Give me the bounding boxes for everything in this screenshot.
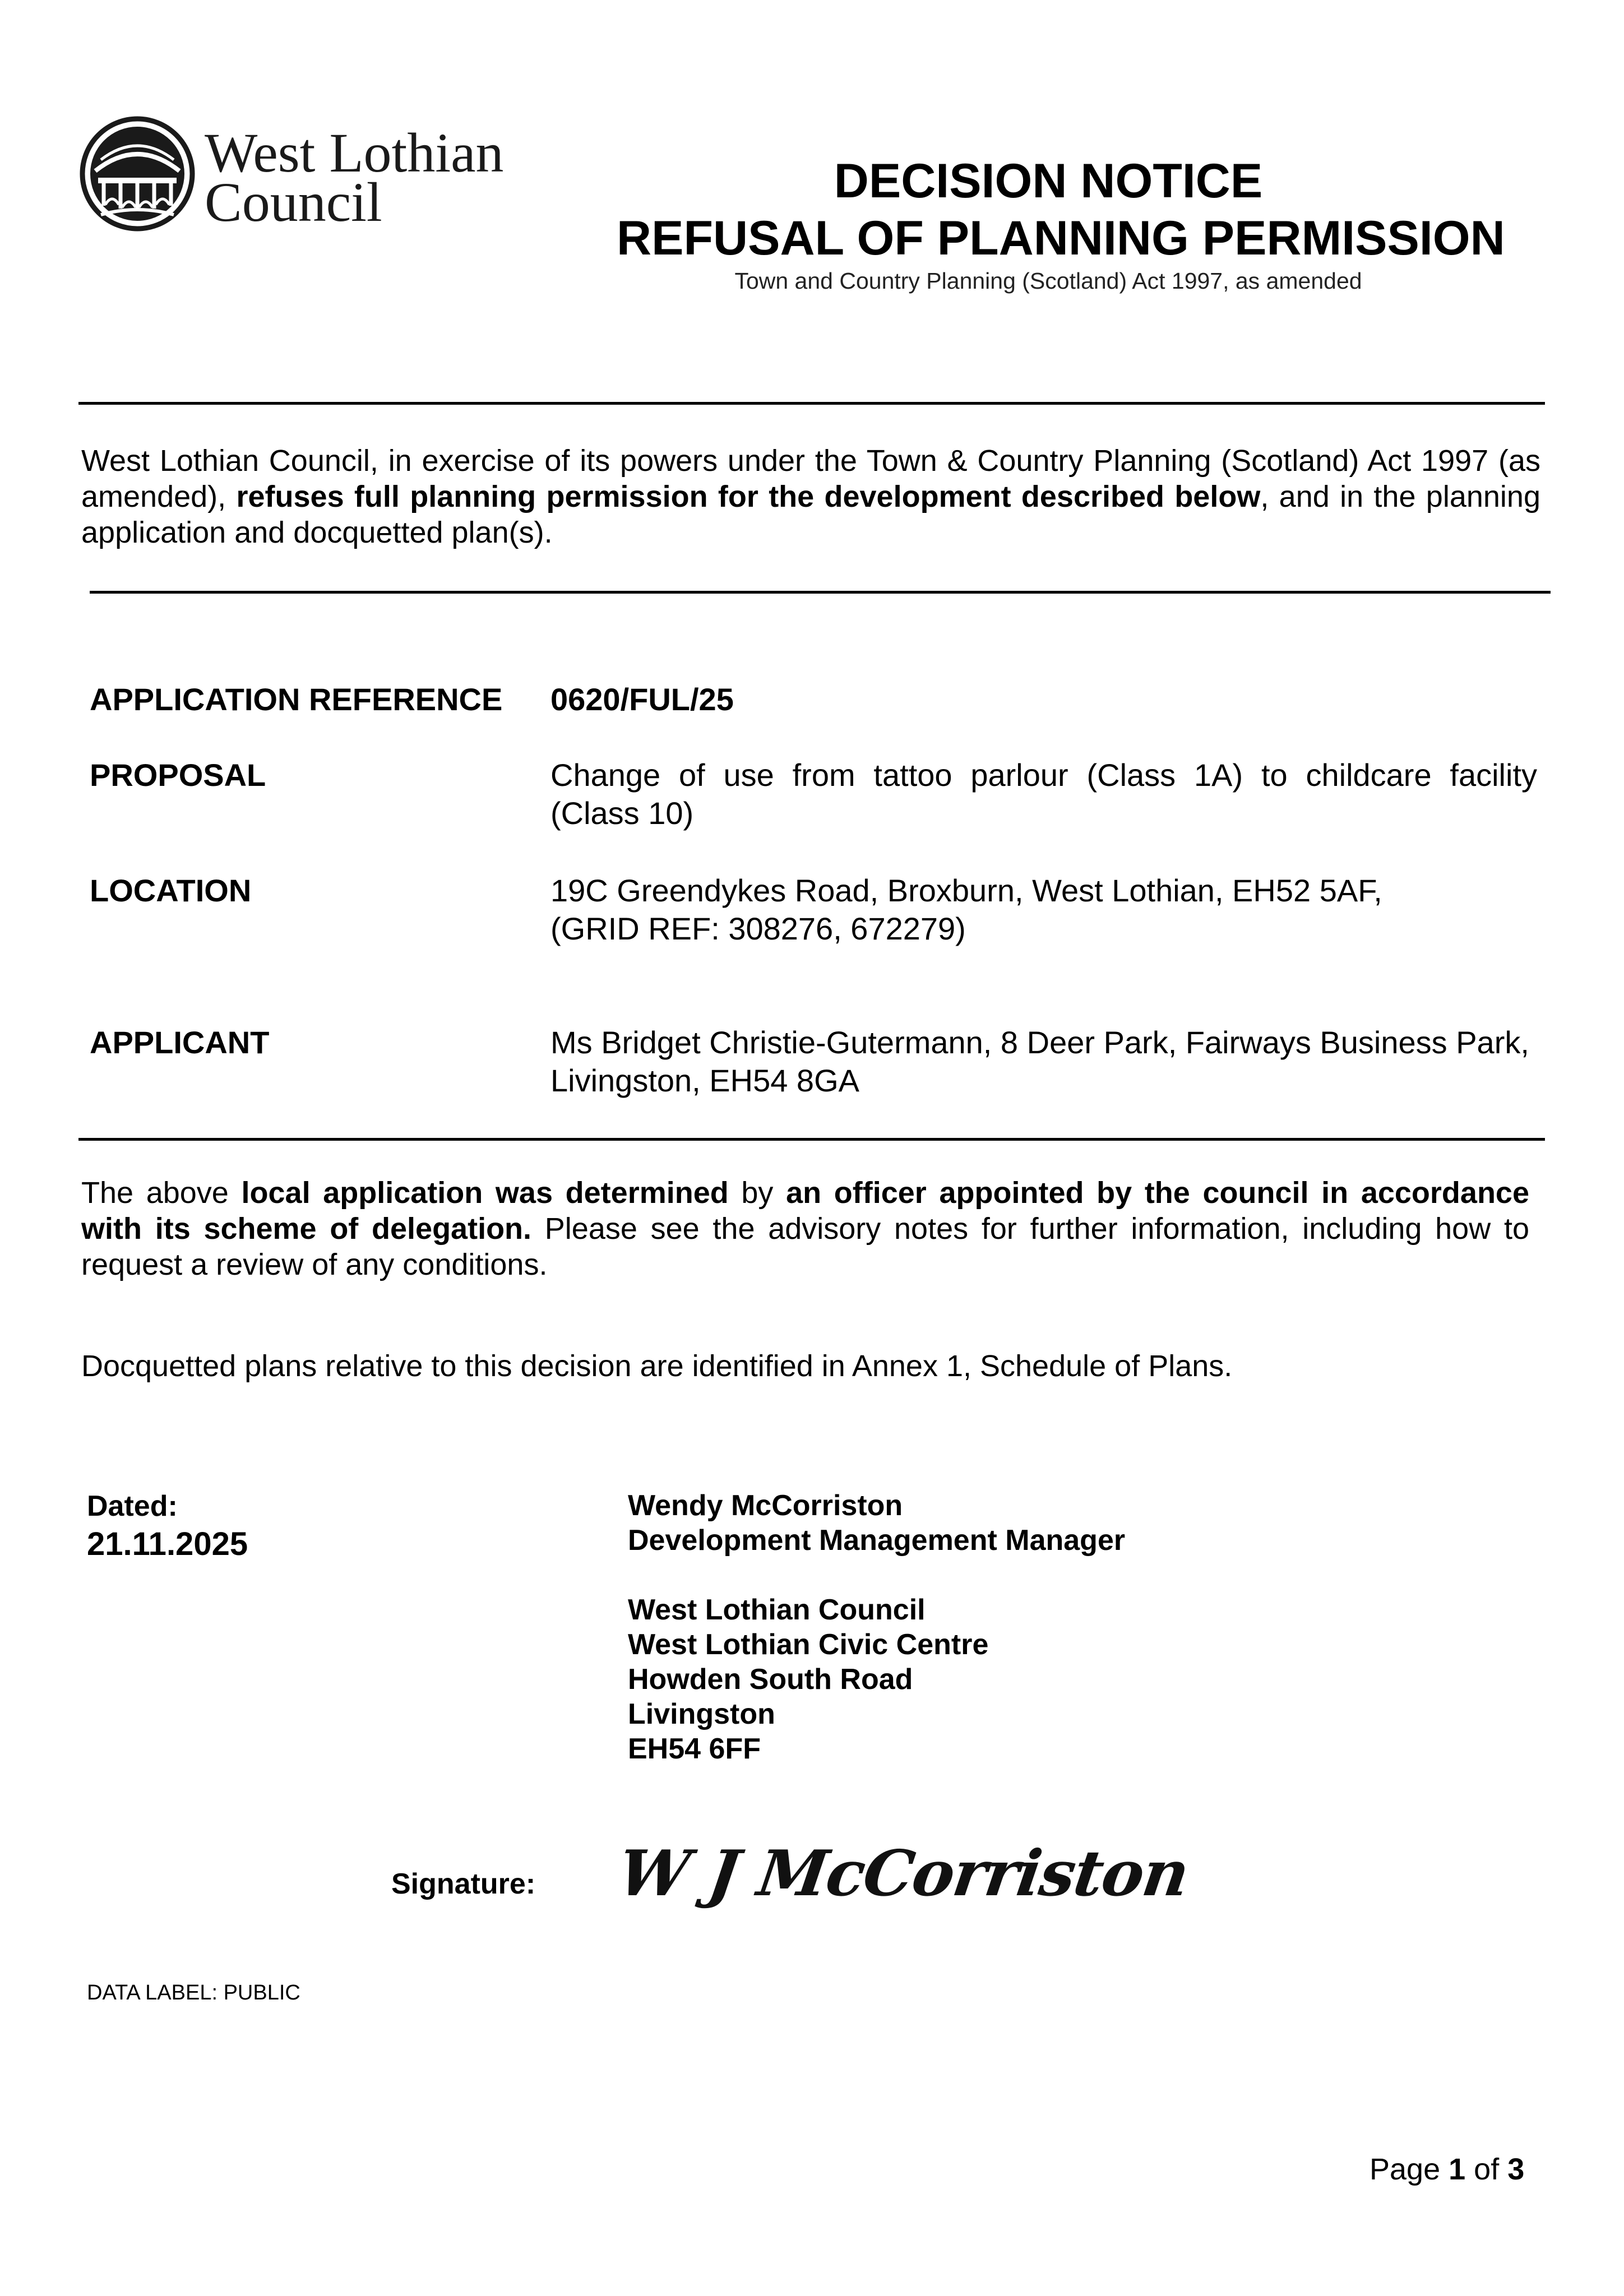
intro-paragraph bbox=[81, 443, 1540, 550]
page-middle: of bbox=[1465, 2152, 1508, 2186]
document-subtitle-refusal: REFUSAL OF PLANNING PERMISSION bbox=[617, 211, 1505, 265]
location-grid-ref: (GRID REF: 308276, 672279) bbox=[550, 911, 966, 946]
dated-value: 21.11.2025 bbox=[87, 1526, 248, 1562]
plans-note: Docquetted plans relative to this decision are identified in Annex 1, Schedule of Plans. bbox=[81, 1349, 1233, 1383]
address-line: West Lothian Council bbox=[628, 1594, 926, 1626]
determination-paragraph bbox=[81, 1175, 1529, 1283]
applicant-label: APPLICANT bbox=[90, 1025, 270, 1060]
handwritten-signature: W J McCorriston bbox=[614, 1837, 1193, 1910]
page-current: 1 bbox=[1449, 2152, 1466, 2186]
divider-intro bbox=[90, 591, 1551, 594]
divider-top bbox=[78, 402, 1545, 405]
document-title: DECISION NOTICE bbox=[834, 154, 1263, 208]
logo-text-line2: Council bbox=[205, 171, 382, 233]
determination-text-3: Please see the advisory notes for further information, including how to request a review of any conditions. bbox=[81, 1212, 1529, 1281]
signature-label: Signature: bbox=[391, 1868, 536, 1900]
determination-text-2: by bbox=[728, 1176, 786, 1210]
address-line: West Lothian Civic Centre bbox=[628, 1628, 989, 1661]
page-prefix: Page bbox=[1369, 2152, 1449, 2186]
intro-text-bold: refuses full planning permission for the development described below bbox=[236, 480, 1261, 513]
proposal-label: PROPOSAL bbox=[90, 757, 266, 793]
determination-text-1: The above bbox=[81, 1176, 242, 1210]
address-line: Livingston bbox=[628, 1698, 775, 1730]
logo-text-line1: West Lothian bbox=[205, 122, 504, 184]
divider-details bbox=[78, 1138, 1545, 1141]
officer-role: Development Management Manager bbox=[628, 1524, 1126, 1557]
location-line1: 19C Greendykes Road, Broxburn, West Lothian, EH52 5AF, bbox=[550, 873, 1382, 908]
officer-name: Wendy McCorriston bbox=[628, 1489, 903, 1522]
reference-value: 0620/FUL/25 bbox=[550, 682, 734, 717]
proposal-value: Change of use from tattoo parlour (Class 1A) to childcare facility (Class 10) bbox=[550, 757, 1537, 831]
dated-label: Dated: bbox=[87, 1490, 178, 1522]
viaduct-emblem-icon bbox=[78, 115, 196, 233]
reference-label: APPLICATION REFERENCE bbox=[90, 682, 503, 717]
determination-bold-2: an officer appointed by the council in accordance with its scheme of delegation. bbox=[81, 1176, 1529, 1246]
location-label: LOCATION bbox=[90, 873, 252, 908]
council-logo bbox=[78, 115, 527, 244]
address-line: EH54 6FF bbox=[628, 1733, 761, 1765]
page-number bbox=[1369, 2151, 1524, 2187]
intro-text-1: West Lothian Council, in exercise of its powers under the Town & Country Planning (Scotland) Act 1997 (as amended), bbox=[81, 444, 1540, 513]
address-line: Howden South Road bbox=[628, 1663, 913, 1696]
determination-bold-1: local application was determined bbox=[241, 1176, 729, 1210]
act-reference: Town and Country Planning (Scotland) Act 1997, as amended bbox=[734, 268, 1362, 294]
data-label: DATA LABEL: PUBLIC bbox=[87, 1981, 300, 2005]
applicant-value: Ms Bridget Christie-Gutermann, 8 Deer Park, Fairways Business Park, Livingston, EH54 8GA bbox=[550, 1025, 1529, 1098]
page-total: 3 bbox=[1507, 2152, 1525, 2186]
intro-text-2: , and in the planning application and docquetted plan(s). bbox=[81, 480, 1540, 549]
